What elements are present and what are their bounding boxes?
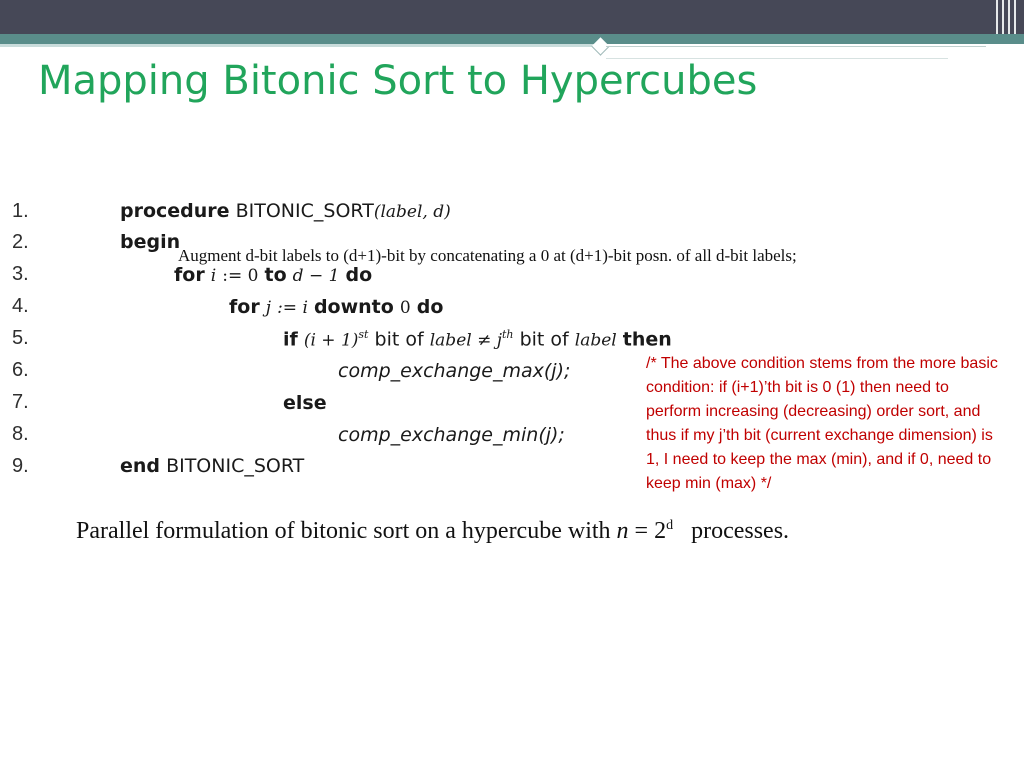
procedure-name: BITONIC_SORT bbox=[166, 455, 305, 477]
loop-variable: i bbox=[210, 266, 217, 286]
augment-note: Augment d-bit labels to (d+1)-bit by concatenating a 0 at (d+1)-bit posn. of all d-bit labels; bbox=[178, 246, 797, 265]
header-accent-line bbox=[0, 44, 600, 47]
superscript: st bbox=[358, 328, 369, 341]
loop-bound: 0 bbox=[399, 298, 411, 318]
loop-variable: j bbox=[265, 298, 272, 318]
caption-sup: d bbox=[666, 518, 674, 533]
slide-caption bbox=[76, 518, 789, 545]
code-line-7 bbox=[283, 392, 327, 414]
keyword: do bbox=[416, 296, 444, 318]
condition-comment: /* The above condition stems from the more basic condition: if (i+1)’th bit is 0 (1) then need to perform increasing (decreasing) order sort, and thus if my j’th bit (current exchange dimension) is 1, I need to keep the max (min), and if 0, need to keep min (max) */ bbox=[646, 355, 998, 492]
keyword: end bbox=[120, 455, 161, 477]
keyword: then bbox=[622, 328, 672, 351]
keyword: procedure bbox=[120, 200, 230, 222]
loop-bound: d − 1 bbox=[292, 266, 340, 286]
keyword: downto bbox=[313, 296, 394, 318]
keyword: if bbox=[283, 328, 298, 351]
condition-text: bit of bbox=[519, 328, 569, 351]
code-line-9 bbox=[120, 455, 304, 477]
code-line-2 bbox=[120, 231, 180, 253]
line-number: 2. bbox=[12, 231, 29, 253]
caption-eq: = 2 bbox=[634, 518, 667, 544]
condition-expr: (i + 1) bbox=[303, 330, 359, 351]
code-line-5 bbox=[283, 328, 672, 350]
condition-expr: label ≠ j bbox=[429, 330, 503, 351]
keyword: else bbox=[283, 392, 327, 414]
header-accent-band bbox=[0, 34, 1024, 44]
line-number: 5. bbox=[12, 327, 29, 349]
code-line-6: comp_exchange_max(j); bbox=[338, 360, 571, 382]
assignment: := 0 bbox=[222, 266, 259, 286]
line-number: 6. bbox=[12, 359, 29, 381]
line-number: 1. bbox=[12, 200, 29, 222]
code-line-3 bbox=[174, 264, 372, 286]
condition-text: bit of bbox=[374, 328, 424, 351]
line-number: 3. bbox=[12, 263, 29, 285]
assignment: := i bbox=[277, 298, 308, 318]
keyword: for bbox=[229, 296, 260, 318]
caption-post: processes. bbox=[691, 518, 790, 544]
caption-text: Parallel formulation of bitonic sort on a hypercube with bbox=[76, 518, 611, 544]
superscript: th bbox=[502, 328, 514, 341]
line-number: 9. bbox=[12, 455, 29, 477]
code-line-1 bbox=[120, 200, 451, 222]
condition-expr: label bbox=[574, 330, 617, 351]
keyword: do bbox=[345, 264, 373, 286]
caption-n: n bbox=[616, 518, 629, 544]
line-number: 7. bbox=[12, 391, 29, 413]
header-underline bbox=[606, 46, 986, 47]
code-line-4 bbox=[229, 296, 443, 318]
keyword: to bbox=[264, 264, 287, 286]
code-line-8: comp_exchange_min(j); bbox=[338, 424, 565, 446]
procedure-args: (label, d) bbox=[373, 202, 451, 222]
line-number: 8. bbox=[12, 423, 29, 445]
procedure-name: BITONIC_SORT bbox=[235, 200, 374, 222]
keyword: for bbox=[174, 264, 205, 286]
header-band bbox=[0, 0, 1024, 34]
line-number: 4. bbox=[12, 295, 29, 317]
keyword: begin bbox=[120, 231, 181, 253]
slide-title: Mapping Bitonic Sort to Hypercubes bbox=[38, 58, 758, 104]
